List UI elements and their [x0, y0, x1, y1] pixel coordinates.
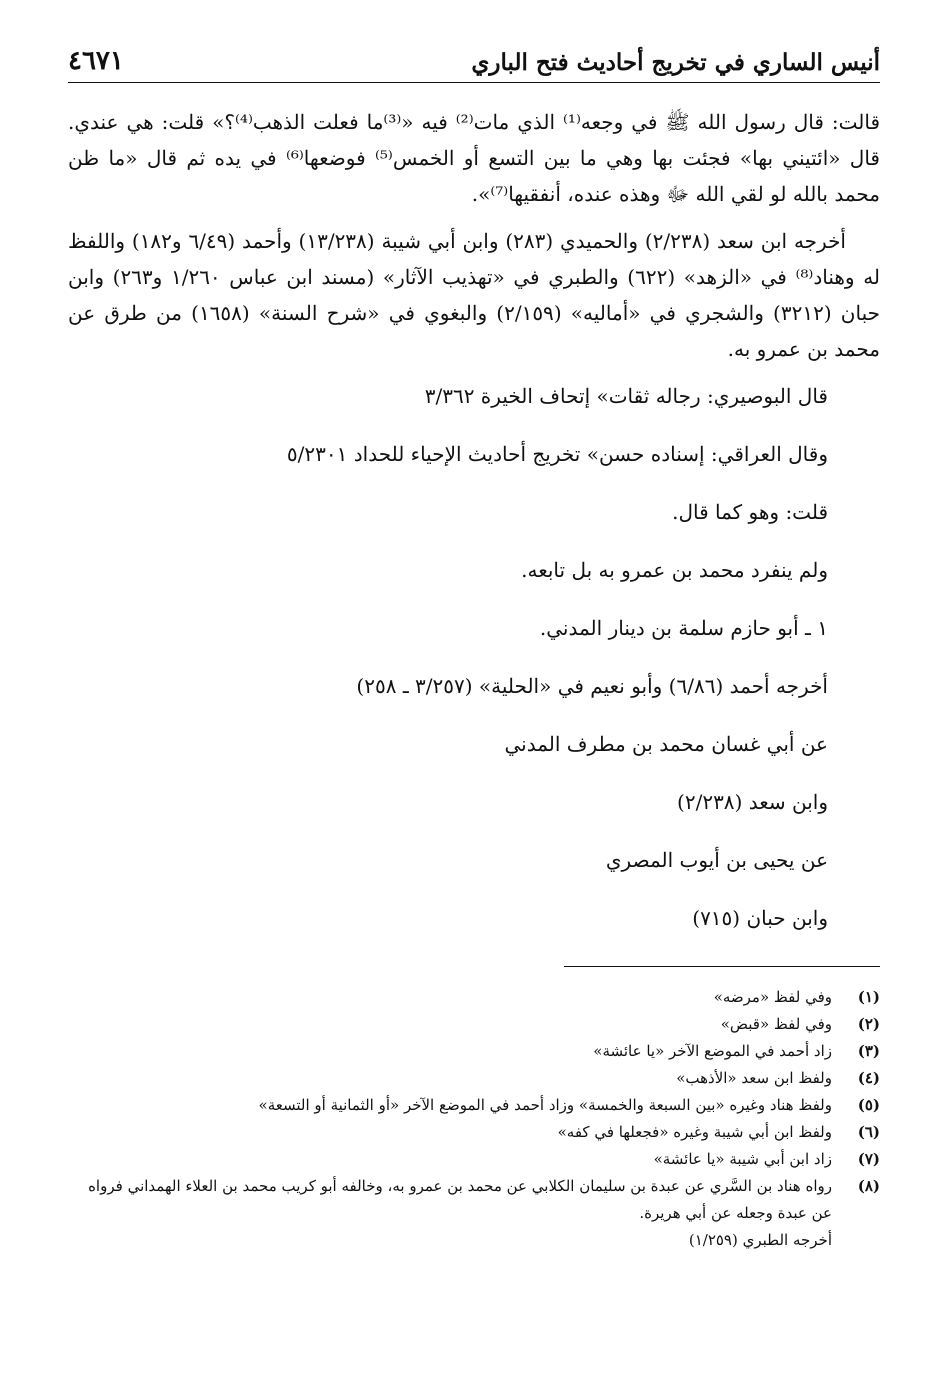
footnote-divider: [564, 966, 880, 967]
busiri-quote: قال البوصيري: رجاله ثقات» إتحاف الخيرة ٣/٣٦٢: [424, 384, 828, 408]
footnote: (٨) رواه هناد بن السَّري عن عبدة بن سليمان الكلابي عن محمد بن عمرو به، وخالفه أبو كريب محمد بن العلاء الهمداني فرواه عن عبدة وجعله عن أبي هريرة.: [88, 1177, 880, 1222]
author-comment: قلت: وهو كما قال.: [672, 500, 828, 524]
footnote: (٣) زاد أحمد في الموضع الآخر «يا عائشة»: [593, 1042, 880, 1060]
chain-line: عن أبي غسان محمد بن مطرف المدني: [504, 732, 828, 756]
follow-up-note: ولم ينفرد محمد بن عمرو به بل تابعه.: [521, 558, 828, 582]
footnote: (٢) وفي لفظ «قبض»: [720, 1015, 880, 1033]
source-line: أخرجه أحمد (٦/٨٦) وأبو نعيم في «الحلية» (٣/٢٥٧ ـ ٢٥٨): [356, 674, 828, 698]
footnote: (١) وفي لفظ «مرضه»: [713, 988, 880, 1006]
source-line: وابن سعد (٢/٢٣٨): [677, 790, 828, 814]
main-text: [68, 104, 880, 958]
footnote: (٧) زاد ابن أبي شيبة «يا عائشة»: [653, 1150, 880, 1168]
narrator-heading: ١ ـ أبو حازم سلمة بن دينار المدني.: [539, 616, 828, 640]
running-header: [68, 42, 880, 83]
footnote-continuation: أخرجه الطبري (١/٢٥٩): [688, 1231, 832, 1249]
chain-line: عن يحيى بن أيوب المصري: [605, 848, 828, 872]
source-line: وابن حبان (٧١٥): [692, 906, 828, 930]
footnote: (٦) ولفظ ابن أبي شيبة وغيره «فجعلها في كفه»: [557, 1123, 880, 1141]
footnotes: [68, 984, 880, 1254]
takhrij-paragraph: أخرجه ابن سعد (٢/٢٣٨) والحميدي (٢٨٣) وابن أبي شيبة (١٣/٢٣٨) وأحمد (٦/٤٩ و١٨٢) واللفظ له وهناد⁽⁸⁾ في «الزهد» (٦٢٢) والطبري في «تهذيب الآثار» (مسند ابن عباس ١/٢٦٠ و٢٦٣) وابن حبان (٣٢١٢) والشجري في «أماليه» (٢/١٥٩) والبغوي في «شرح السنة» (١٦٥٨) من طرق عن محمد بن عمرو به.: [68, 229, 881, 361]
footnote: (٤) ولفظ ابن سعد «الأذهب»: [676, 1069, 880, 1087]
hadith-paragraph: قالت: قال رسول الله ﷺ في وجعه⁽¹⁾ الذي مات⁽²⁾ فيه «⁽³⁾ما فعلت الذهب⁽⁴⁾؟» قلت: هي عندي. قال «ائتيني بها» فجئت بها وهي ما بين التسع أو الخمس⁽⁵⁾ فوضعها⁽⁶⁾ في يده ثم قال «ما ظن محمد بالله لو لقي الله ﷻ وهذه عنده، أنفقيها⁽⁷⁾».: [68, 110, 881, 206]
book-title: أنيس الساري في تخريج أحاديث فتح الباري: [471, 49, 880, 76]
footnote: (٥) ولفظ هناد وغيره «بين السبعة والخمسة» وزاد أحمد في الموضع الآخر «أو الثمانية أو التسعة»: [258, 1096, 880, 1114]
page-number: ٤٦٧١: [68, 46, 124, 76]
iraqi-quote: وقال العراقي: إسناده حسن» تخريج أحاديث الإحياء للحداد ٥/٢٣٠١: [286, 442, 828, 466]
